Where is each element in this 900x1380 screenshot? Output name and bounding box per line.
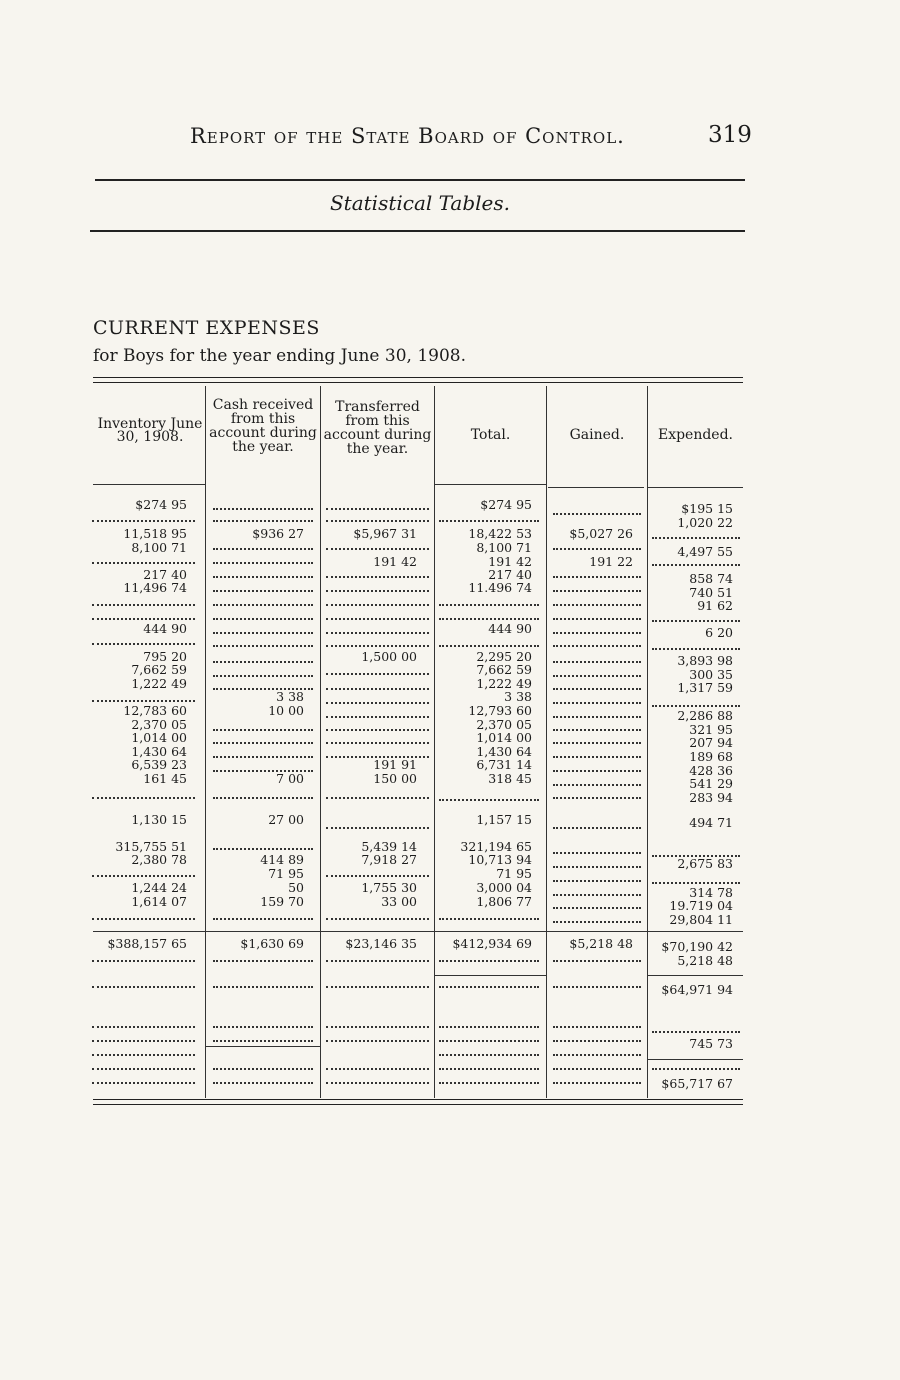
- value-cell: 321 95: [689, 722, 733, 737]
- dotted-leader: [92, 986, 195, 988]
- value-cell: 1,806 77: [476, 894, 532, 909]
- value-cell: 2,295 20: [476, 649, 532, 664]
- column-divider: [205, 386, 206, 1098]
- value-cell: 10,713 94: [468, 852, 532, 867]
- dotted-leader: [213, 548, 313, 550]
- dotted-leader: [553, 632, 641, 634]
- dotted-leader: [213, 604, 313, 606]
- value-cell: 8,100 71: [131, 540, 187, 555]
- dotted-leader: [553, 645, 641, 647]
- value-cell: 27 00: [268, 812, 304, 827]
- value-cell: 858 74: [689, 571, 733, 586]
- dotted-leader: [213, 729, 313, 731]
- dotted-leader: [652, 855, 740, 857]
- value-cell: 321,194 65: [460, 839, 532, 854]
- dotted-leader: [553, 866, 641, 868]
- dotted-leader: [553, 880, 641, 882]
- value-cell: 1,222 49: [476, 676, 532, 691]
- dotted-leader: [92, 1026, 195, 1028]
- value-cell: 1,430 64: [476, 744, 532, 759]
- value-cell: 150 00: [373, 771, 417, 786]
- dotted-leader: [213, 661, 313, 663]
- dotted-leader: [553, 784, 641, 786]
- dotted-leader: [213, 986, 313, 988]
- dotted-leader: [553, 716, 641, 718]
- value-cell: 1,500 00: [361, 649, 417, 664]
- value-cell: $274 95: [135, 497, 187, 512]
- value-cell: 283 94: [689, 790, 733, 805]
- dotted-leader: [92, 918, 195, 920]
- value-cell: $1,630 69: [240, 936, 304, 951]
- table-bottom-rule: [93, 1099, 743, 1100]
- dotted-leader: [553, 1068, 641, 1070]
- value-cell: 11.496 74: [468, 580, 532, 595]
- col-header-total: Total.: [470, 427, 511, 443]
- value-cell: 207 94: [689, 735, 733, 750]
- dotted-leader: [326, 604, 429, 606]
- dotted-leader: [92, 1082, 195, 1084]
- dotted-leader: [326, 576, 429, 578]
- value-cell: $70,190 42: [661, 939, 733, 954]
- col-header-gained: Gained.: [569, 427, 625, 443]
- value-cell: $195 15: [681, 501, 733, 516]
- dotted-leader: [213, 688, 313, 690]
- dotted-leader: [326, 986, 429, 988]
- value-cell: 8,100 71: [476, 540, 532, 555]
- dotted-leader: [553, 513, 641, 515]
- dotted-leader: [213, 1026, 313, 1028]
- dotted-leader: [553, 604, 641, 606]
- dotted-leader: [213, 675, 313, 677]
- header-rule: [548, 487, 644, 488]
- dotted-leader: [553, 756, 641, 758]
- dotted-leader: [92, 562, 195, 564]
- value-cell: $64,971 94: [661, 982, 733, 997]
- table-title: CURRENT EXPENSES: [93, 317, 320, 339]
- table-top-rule: [93, 377, 743, 378]
- dotted-leader: [326, 702, 429, 704]
- page-number: 319: [708, 122, 752, 148]
- value-cell: 217 40: [143, 567, 187, 582]
- value-cell: 1,317 59: [677, 680, 733, 695]
- dotted-leader: [553, 827, 641, 829]
- dotted-leader: [326, 797, 429, 799]
- rule: [648, 1059, 743, 1060]
- value-cell: 1,130 15: [131, 812, 187, 827]
- value-cell: 29,804 11: [669, 912, 733, 927]
- dotted-leader: [652, 564, 740, 566]
- dotted-leader: [92, 960, 195, 962]
- dotted-leader: [326, 756, 429, 758]
- value-cell: 7,662 59: [131, 662, 187, 677]
- value-cell: 1,222 49: [131, 676, 187, 691]
- dotted-leader: [326, 827, 429, 829]
- dotted-leader: [92, 643, 195, 645]
- value-cell: 12,793 60: [468, 703, 532, 718]
- dotted-leader: [213, 576, 313, 578]
- dotted-leader: [92, 1054, 195, 1056]
- value-cell: 161 45: [143, 771, 187, 786]
- value-cell: $274 95: [480, 497, 532, 512]
- dotted-leader: [439, 986, 539, 988]
- dotted-leader: [213, 848, 313, 850]
- dotted-leader: [553, 1054, 641, 1056]
- value-cell: 444 90: [143, 621, 187, 636]
- dotted-leader: [92, 700, 195, 702]
- value-cell: 5,439 14: [361, 839, 417, 854]
- value-cell: $23,146 35: [345, 936, 417, 951]
- value-cell: 217 40: [488, 567, 532, 582]
- value-cell: 1,157 15: [476, 812, 532, 827]
- header-rule: [95, 179, 745, 181]
- header-rule: [648, 487, 743, 488]
- dotted-leader: [553, 590, 641, 592]
- dotted-leader: [553, 770, 641, 772]
- value-cell: 2,675 83: [677, 856, 733, 871]
- table-subtitle: for Boys for the year ending June 30, 1908.: [93, 346, 466, 366]
- value-cell: 7,918 27: [361, 852, 417, 867]
- table-bottom-rule: [93, 1104, 743, 1105]
- dotted-leader: [92, 520, 195, 522]
- dotted-leader: [326, 632, 429, 634]
- value-cell: 7,662 59: [476, 662, 532, 677]
- value-cell: 1,014 00: [131, 730, 187, 745]
- value-cell: 2,370 05: [476, 717, 532, 732]
- value-cell: $5,218 48: [569, 936, 633, 951]
- dotted-leader: [326, 673, 429, 675]
- dotted-leader: [326, 742, 429, 744]
- value-cell: 2,370 05: [131, 717, 187, 732]
- value-cell: 12,783 60: [123, 703, 187, 718]
- value-cell: $936 27: [252, 526, 304, 541]
- value-cell: 11,518 95: [123, 526, 187, 541]
- value-cell: 3,893 98: [677, 653, 733, 668]
- dotted-leader: [553, 852, 641, 854]
- value-cell: 3 38: [276, 689, 304, 704]
- dotted-leader: [553, 576, 641, 578]
- dotted-leader: [439, 645, 539, 647]
- totals-rule: [93, 931, 743, 932]
- dotted-leader: [553, 1040, 641, 1042]
- value-cell: 414 89: [260, 852, 304, 867]
- col-header-transferred: Transferred from this account during the year.: [323, 399, 432, 457]
- value-cell: 11,496 74: [123, 580, 187, 595]
- dotted-leader: [652, 620, 740, 622]
- value-cell: 300 35: [689, 667, 733, 682]
- dotted-leader: [92, 1040, 195, 1042]
- dotted-leader: [213, 918, 313, 920]
- value-cell: 33 00: [381, 894, 417, 909]
- value-cell: 1,244 24: [131, 880, 187, 895]
- value-cell: $412,934 69: [452, 936, 532, 951]
- dotted-leader: [326, 1082, 429, 1084]
- col-header-cash: Cash received from this account during the year.: [209, 397, 317, 455]
- dotted-leader: [213, 742, 313, 744]
- header-rule: [93, 484, 205, 485]
- dotted-leader: [326, 508, 429, 510]
- dotted-leader: [326, 1026, 429, 1028]
- dotted-leader: [553, 729, 641, 731]
- dotted-leader: [652, 648, 740, 650]
- value-cell: 745 73: [689, 1036, 733, 1051]
- dotted-leader: [553, 1082, 641, 1084]
- dotted-leader: [439, 1068, 539, 1070]
- dotted-leader: [553, 618, 641, 620]
- value-cell: 18,422 53: [468, 526, 532, 541]
- value-cell: 315,755 51: [115, 839, 187, 854]
- dotted-leader: [92, 604, 195, 606]
- value-cell: 541 29: [689, 776, 733, 791]
- dotted-leader: [213, 770, 313, 772]
- dotted-leader: [213, 960, 313, 962]
- dotted-leader: [553, 702, 641, 704]
- value-cell: $5,027 26: [569, 526, 633, 541]
- dotted-leader: [213, 520, 313, 522]
- dotted-leader: [92, 875, 195, 877]
- dotted-leader: [439, 960, 539, 962]
- dotted-leader: [553, 742, 641, 744]
- dotted-leader: [439, 520, 539, 522]
- dotted-leader: [439, 799, 539, 801]
- value-cell: $65,717 67: [661, 1076, 733, 1091]
- value-cell: 71 95: [268, 866, 304, 881]
- dotted-leader: [439, 1026, 539, 1028]
- dotted-leader: [213, 756, 313, 758]
- section-rule: [90, 230, 745, 232]
- value-cell: 189 68: [689, 749, 733, 764]
- rule: [206, 1046, 320, 1047]
- dotted-leader: [92, 1068, 195, 1070]
- dotted-leader: [553, 688, 641, 690]
- value-cell: 740 51: [689, 585, 733, 600]
- dotted-leader: [213, 645, 313, 647]
- dotted-leader: [553, 986, 641, 988]
- dotted-leader: [326, 716, 429, 718]
- dotted-leader: [553, 1026, 641, 1028]
- dotted-leader: [326, 618, 429, 620]
- value-cell: 1,020 22: [677, 515, 733, 530]
- rule: [435, 975, 546, 976]
- value-cell: 3,000 04: [476, 880, 532, 895]
- value-cell: 5,218 48: [677, 953, 733, 968]
- value-cell: 6,731 14: [476, 757, 532, 772]
- dotted-leader: [326, 1068, 429, 1070]
- dotted-leader: [326, 729, 429, 731]
- dotted-leader: [213, 508, 313, 510]
- running-title: Report of the State Board of Control.: [190, 124, 625, 148]
- value-cell: 3 38: [504, 689, 532, 704]
- value-cell: 191 22: [589, 554, 633, 569]
- value-cell: 159 70: [260, 894, 304, 909]
- dotted-leader: [326, 875, 429, 877]
- value-cell: 428 36: [689, 763, 733, 778]
- value-cell: 494 71: [689, 815, 733, 830]
- dotted-leader: [553, 907, 641, 909]
- dotted-leader: [439, 1040, 539, 1042]
- value-cell: $5,967 31: [353, 526, 417, 541]
- value-cell: 191 42: [488, 554, 532, 569]
- dotted-leader: [326, 520, 429, 522]
- dotted-leader: [326, 590, 429, 592]
- dotted-leader: [553, 548, 641, 550]
- value-cell: 4,497 55: [677, 544, 733, 559]
- value-cell: 6 20: [705, 625, 733, 640]
- col-header-inventory: Inventory June 30, 1908.: [97, 416, 203, 445]
- dotted-leader: [652, 1031, 740, 1033]
- dotted-leader: [326, 960, 429, 962]
- rule: [648, 975, 743, 976]
- value-cell: 795 20: [143, 649, 187, 664]
- dotted-leader: [553, 960, 641, 962]
- dotted-leader: [213, 1040, 313, 1042]
- dotted-leader: [652, 1068, 740, 1070]
- dotted-leader: [326, 1040, 429, 1042]
- dotted-leader: [213, 618, 313, 620]
- table-top-rule: [93, 382, 743, 383]
- value-cell: 50: [288, 880, 304, 895]
- value-cell: 91 62: [697, 598, 733, 613]
- dotted-leader: [326, 548, 429, 550]
- value-cell: 314 78: [689, 885, 733, 900]
- col-header-expended: Expended.: [657, 427, 734, 443]
- dotted-leader: [213, 1068, 313, 1070]
- dotted-leader: [326, 688, 429, 690]
- dotted-leader: [652, 537, 740, 539]
- dotted-leader: [92, 618, 195, 620]
- value-cell: 1,430 64: [131, 744, 187, 759]
- section-title: Statistical Tables.: [329, 191, 511, 215]
- value-cell: 318 45: [488, 771, 532, 786]
- column-divider: [546, 386, 547, 1098]
- dotted-leader: [213, 562, 313, 564]
- column-divider: [320, 386, 321, 1098]
- value-cell: $388,157 65: [107, 936, 187, 951]
- value-cell: 1,755 30: [361, 880, 417, 895]
- value-cell: 71 95: [496, 866, 532, 881]
- dotted-leader: [439, 1082, 539, 1084]
- header-rule: [435, 484, 546, 485]
- dotted-leader: [553, 675, 641, 677]
- value-cell: 191 42: [373, 554, 417, 569]
- value-cell: 2,286 88: [677, 708, 733, 723]
- dotted-leader: [439, 918, 539, 920]
- dotted-leader: [213, 632, 313, 634]
- dotted-leader: [439, 604, 539, 606]
- dotted-leader: [553, 921, 641, 923]
- dotted-leader: [553, 797, 641, 799]
- dotted-leader: [553, 661, 641, 663]
- dotted-leader: [213, 797, 313, 799]
- value-cell: 10 00: [268, 703, 304, 718]
- dotted-leader: [326, 645, 429, 647]
- value-cell: 7 00: [276, 771, 304, 786]
- dotted-leader: [652, 705, 740, 707]
- dotted-leader: [553, 894, 641, 896]
- value-cell: 6,539 23: [131, 757, 187, 772]
- dotted-leader: [92, 797, 195, 799]
- value-cell: 2,380 78: [131, 852, 187, 867]
- dotted-leader: [439, 618, 539, 620]
- dotted-leader: [326, 918, 429, 920]
- value-cell: 19.719 04: [669, 898, 733, 913]
- value-cell: 191 91: [373, 757, 417, 772]
- value-cell: 1,014 00: [476, 730, 532, 745]
- dotted-leader: [652, 882, 740, 884]
- dotted-leader: [213, 1082, 313, 1084]
- dotted-leader: [439, 1054, 539, 1056]
- value-cell: 1,614 07: [131, 894, 187, 909]
- value-cell: 444 90: [488, 621, 532, 636]
- dotted-leader: [213, 590, 313, 592]
